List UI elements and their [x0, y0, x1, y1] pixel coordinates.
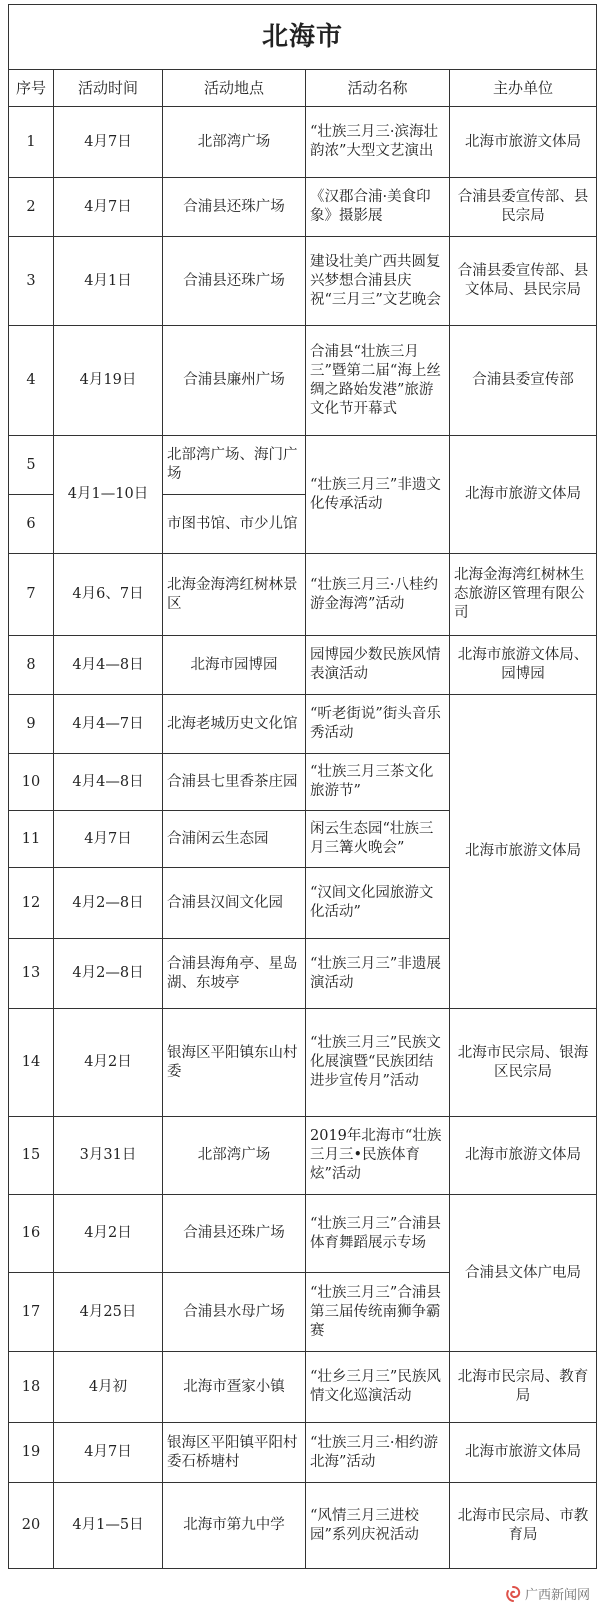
header-place: 活动地点	[163, 70, 306, 107]
row-name: “壮族三月三·相约游北海”活动	[306, 1423, 450, 1483]
table-row	[9, 695, 597, 754]
row-name: “壮族三月三·八桂约游金海湾”活动	[306, 554, 450, 636]
schedule-sheet	[8, 4, 596, 1602]
row-time: 4月7日	[54, 811, 163, 868]
row-place: 北海市疍家小镇	[163, 1352, 306, 1423]
row-time: 4月6、7日	[54, 554, 163, 636]
row-place: 北海市第九中学	[163, 1483, 306, 1569]
row-time: 4月4—7日	[54, 695, 163, 754]
row-no: 13	[9, 939, 54, 1009]
row-no: 7	[9, 554, 54, 636]
table-title: 北海市	[9, 5, 597, 70]
table-row	[9, 237, 597, 326]
row-time: 4月初	[54, 1352, 163, 1423]
row-no: 6	[9, 495, 54, 554]
table-row	[9, 107, 597, 178]
row-place: 北海金海湾红树林景区	[163, 554, 306, 636]
watermark-text: 广西新闻网	[524, 1588, 590, 1603]
row-no: 16	[9, 1195, 54, 1273]
row-no: 11	[9, 811, 54, 868]
row-no: 8	[9, 636, 54, 695]
row-org: 北海市民宗局、教育局	[450, 1352, 597, 1423]
row-name: “风情三月三进校园”系列庆祝活动	[306, 1483, 450, 1569]
row-no: 1	[9, 107, 54, 178]
row-no: 5	[9, 436, 54, 495]
header-time: 活动时间	[54, 70, 163, 107]
row-place: 合浦县汉闾文化园	[163, 868, 306, 939]
row-org: 合浦县委宣传部、县民宗局	[450, 178, 597, 237]
row-time: 4月2—8日	[54, 939, 163, 1009]
row-no: 18	[9, 1352, 54, 1423]
row-org: 北海市旅游文体局	[450, 695, 597, 1009]
row-time: 4月1—10日	[54, 436, 163, 554]
row-time: 4月25日	[54, 1273, 163, 1352]
row-time: 4月2日	[54, 1009, 163, 1117]
swirl-logo-icon	[505, 1586, 521, 1602]
row-place: 合浦县廉州广场	[163, 326, 306, 436]
row-org: 北海市旅游文体局	[450, 107, 597, 178]
row-no: 14	[9, 1009, 54, 1117]
row-name: “壮族三月三”非遗展演活动	[306, 939, 450, 1009]
row-time: 4月2—8日	[54, 868, 163, 939]
row-time: 4月4—8日	[54, 636, 163, 695]
row-no: 12	[9, 868, 54, 939]
row-name: “壮族三月三”非遗文化传承活动	[306, 436, 450, 554]
row-no: 10	[9, 754, 54, 811]
header-no: 序号	[9, 70, 54, 107]
row-name: 园博园少数民族风情表演活动	[306, 636, 450, 695]
row-time: 4月7日	[54, 1423, 163, 1483]
row-place: 银海区平阳镇平阳村委石桥塘村	[163, 1423, 306, 1483]
table-row	[9, 1423, 597, 1483]
row-name: 2019年北海市“壮族三月三•民族体育炫”活动	[306, 1117, 450, 1195]
row-place: 合浦县七里香茶庄园	[163, 754, 306, 811]
row-no: 3	[9, 237, 54, 326]
row-org: 北海金海湾红树林生态旅游区管理有限公司	[450, 554, 597, 636]
row-place: 北海市园博园	[163, 636, 306, 695]
row-name: 闲云生态园“壮族三月三篝火晚会”	[306, 811, 450, 868]
row-no: 20	[9, 1483, 54, 1569]
table-row	[9, 1483, 597, 1569]
row-time: 4月7日	[54, 107, 163, 178]
row-org: 合浦县文体广电局	[450, 1195, 597, 1352]
row-name: “壮乡三月三”民族风情文化巡演活动	[306, 1352, 450, 1423]
table-row	[9, 436, 597, 495]
row-place: 市图书馆、市少儿馆	[163, 495, 306, 554]
row-place: 合浦县还珠广场	[163, 1195, 306, 1273]
row-org: 合浦县委宣传部	[450, 326, 597, 436]
row-org: 北海市旅游文体局	[450, 1423, 597, 1483]
watermark	[505, 1584, 590, 1603]
row-name: “壮族三月三”合浦县第三届传统南狮争霸赛	[306, 1273, 450, 1352]
row-time: 4月1—5日	[54, 1483, 163, 1569]
row-org: 北海市民宗局、银海区民宗局	[450, 1009, 597, 1117]
table-row	[9, 326, 597, 436]
row-name: 《汉郡合浦·美食印象》摄影展	[306, 178, 450, 237]
row-place: 北部湾广场	[163, 1117, 306, 1195]
row-name: 建设壮美广西共圆复兴梦想合浦县庆祝“三月三”文艺晚会	[306, 237, 450, 326]
row-org: 北海市旅游文体局、园博园	[450, 636, 597, 695]
row-name: 合浦县“壮族三月三”暨第二届“海上丝绸之路始发港”旅游文化节开幕式	[306, 326, 450, 436]
header-org: 主办单位	[450, 70, 597, 107]
table-row	[9, 1009, 597, 1117]
row-name: “听老街说”街头音乐秀活动	[306, 695, 450, 754]
row-org: 北海市民宗局、市教育局	[450, 1483, 597, 1569]
row-time: 4月4—8日	[54, 754, 163, 811]
row-name: “壮族三月三茶文化旅游节”	[306, 754, 450, 811]
row-org: 北海市旅游文体局	[450, 436, 597, 554]
row-name: “壮族三月三”合浦县体育舞蹈展示专场	[306, 1195, 450, 1273]
row-place: 北部湾广场	[163, 107, 306, 178]
row-place: 合浦县还珠广场	[163, 237, 306, 326]
table-row	[9, 636, 597, 695]
table-row	[9, 1117, 597, 1195]
activity-table	[8, 4, 597, 1569]
header-name: 活动名称	[306, 70, 450, 107]
row-time: 4月2日	[54, 1195, 163, 1273]
row-name: “壮族三月三·滨海壮韵浓”大型文艺演出	[306, 107, 450, 178]
row-time: 4月7日	[54, 178, 163, 237]
header-row	[9, 70, 597, 107]
row-place: 合浦县海角亭、星岛湖、东坡亭	[163, 939, 306, 1009]
row-name: “汉闾文化园旅游文化活动”	[306, 868, 450, 939]
table-row	[9, 1195, 597, 1273]
row-place: 合浦闲云生态园	[163, 811, 306, 868]
table-row	[9, 554, 597, 636]
table-row	[9, 1352, 597, 1423]
row-no: 15	[9, 1117, 54, 1195]
row-name: “壮族三月三”民族文化展演暨“民族团结进步宣传月”活动	[306, 1009, 450, 1117]
row-no: 17	[9, 1273, 54, 1352]
row-time: 4月19日	[54, 326, 163, 436]
row-no: 9	[9, 695, 54, 754]
row-place: 北海老城历史文化馆	[163, 695, 306, 754]
row-place: 银海区平阳镇东山村委	[163, 1009, 306, 1117]
row-org: 合浦县委宣传部、县文体局、县民宗局	[450, 237, 597, 326]
row-time: 3月31日	[54, 1117, 163, 1195]
row-time: 4月1日	[54, 237, 163, 326]
row-no: 4	[9, 326, 54, 436]
row-place: 北部湾广场、海门广场	[163, 436, 306, 495]
row-no: 2	[9, 178, 54, 237]
row-place: 合浦县还珠广场	[163, 178, 306, 237]
table-row	[9, 178, 597, 237]
row-org: 北海市旅游文体局	[450, 1117, 597, 1195]
row-no: 19	[9, 1423, 54, 1483]
row-place: 合浦县水母广场	[163, 1273, 306, 1352]
